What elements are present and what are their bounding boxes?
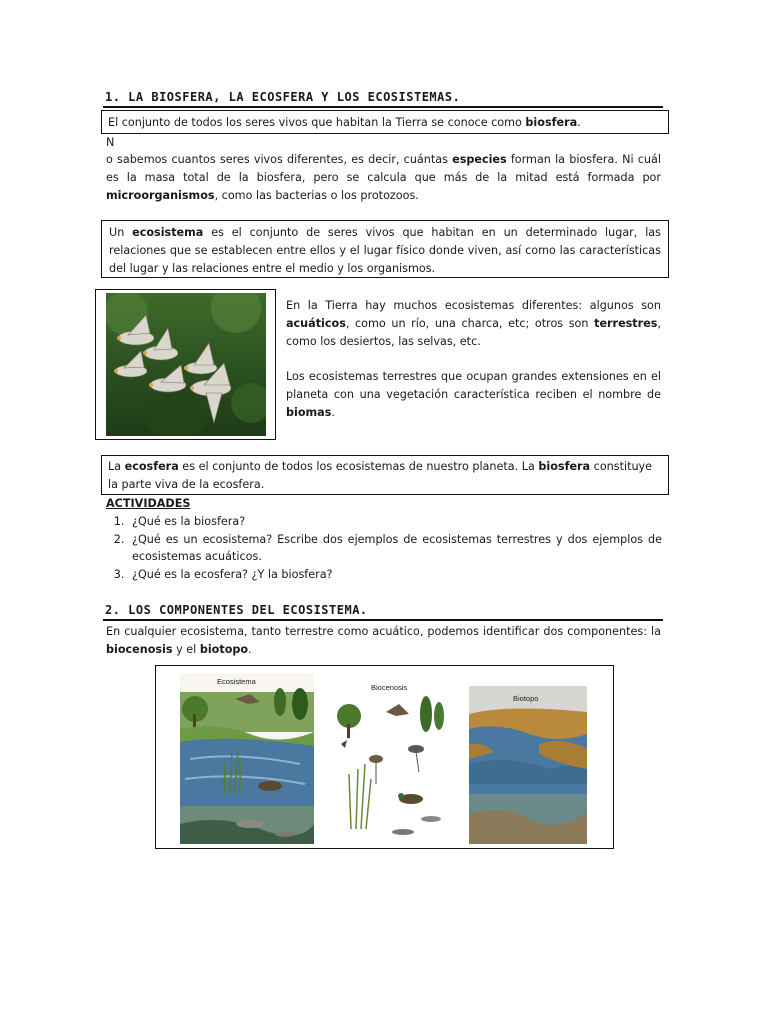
- activity-item: 3. ¿Qué es la ecosfera? ¿Y la biosfera?: [128, 566, 662, 584]
- activities-title: ACTIVIDADES: [106, 497, 191, 510]
- ecosphere-text-2: es el conjunto de todos los ecosistemas de nuestro planeta. La: [178, 460, 539, 473]
- biosphere-definition-text: El conjunto de todos los seres vivos que habitan la Tierra se conoce como: [108, 116, 526, 129]
- activities-list: [106, 513, 662, 583]
- ecosphere-definition-box: [101, 455, 669, 495]
- ecosphere-term: ecosfera: [124, 460, 179, 473]
- components-text-1: En cualquier ecosistema, tanto terrestre como acuático, podemos identificar dos componentes: la: [106, 625, 661, 638]
- ecosystem-term: ecosistema: [132, 226, 204, 239]
- species-paragraph: [106, 151, 661, 205]
- biosphere-definition-end: .: [577, 116, 581, 129]
- species-text-2: forman la biosfera. Ni cuál es la masa total de la biosfera, pero se calcula que más de la mitad está formada por: [106, 153, 661, 184]
- components-text-2: y el: [172, 643, 200, 656]
- section-2-rule: [103, 619, 663, 621]
- biomes-text-2: .: [331, 406, 335, 419]
- biosphere-term: biosfera: [525, 116, 578, 129]
- ecosystem-definition-box: [101, 220, 669, 278]
- biomes-paragraph: [286, 368, 661, 422]
- species-term: especies: [452, 153, 507, 166]
- section-1-rule: [103, 106, 663, 108]
- microorganisms-term: microorganismos: [106, 189, 215, 202]
- terrestrial-term: terrestres: [594, 317, 658, 330]
- species-text-1: o sabemos cuantos seres vivos diferentes, es decir, cuántas: [106, 153, 453, 166]
- biocenosis-panel: [331, 674, 451, 844]
- biosphere-definition-box: [101, 110, 669, 134]
- ecosystem-text-2: es el conjunto de seres vivos que habitan en un determinado lugar, las relaciones que se establecen entre ellos y el lugar físico donde viven, así como las características del lugar y las relaciones entre el medio y los organismos.: [109, 226, 661, 275]
- dropcap-letter: N: [106, 136, 115, 149]
- biocenosis-term: biocenosis: [106, 643, 173, 656]
- biomes-text-1: Los ecosistemas terrestres que ocupan grandes extensiones en el planeta con una vegetación característica reciben el nombre de: [286, 370, 661, 401]
- section-1-heading: 1. LA BIOSFERA, LA ECOSFERA Y LOS ECOSISTEMAS.: [105, 90, 461, 104]
- types-text-2: , como un río, una charca, etc; otros son: [345, 317, 595, 330]
- biosphere-term-2: biosfera: [538, 460, 591, 473]
- activities-list-wrap: [106, 513, 662, 583]
- flying-geese-image: [106, 293, 266, 436]
- ecosphere-text-3: constituye la parte viva de la ecosfera.: [108, 460, 653, 491]
- ecosystem-panel-label: Ecosistema: [217, 677, 256, 686]
- activity-item: 2. ¿Qué es un ecosistema? Escribe dos ejemplos de ecosistemas terrestres y dos ejemplos de ecosistemas acuáticos.: [128, 531, 662, 566]
- ecosystem-types-paragraph: [286, 297, 661, 351]
- species-text-3: , como las bacterias o los protozoos.: [214, 189, 419, 202]
- components-figure: [155, 665, 614, 849]
- biotope-panel: [469, 674, 587, 844]
- types-text-3: , como los desiertos, las selvas, etc.: [286, 317, 661, 348]
- section-2-heading: 2. LOS COMPONENTES DEL ECOSISTEMA.: [105, 603, 368, 617]
- components-paragraph: [106, 623, 661, 659]
- components-text-3: .: [248, 643, 252, 656]
- biotope-term: biotopo: [199, 643, 249, 656]
- ecosphere-text-1: La: [108, 460, 125, 473]
- activity-item: 1. ¿Qué es la biosfera?: [128, 513, 662, 531]
- biomes-term: biomas: [286, 406, 332, 419]
- biotope-panel-label: Biotopo: [513, 694, 539, 703]
- aquatic-term: acuáticos: [286, 317, 346, 330]
- ecosystem-panel: [180, 674, 314, 844]
- ecosystem-text-1: Un: [109, 226, 133, 239]
- types-text-1: En la Tierra hay muchos ecosistemas diferentes: algunos son: [286, 299, 661, 312]
- biocenosis-panel-label: Biocenosis: [371, 683, 408, 692]
